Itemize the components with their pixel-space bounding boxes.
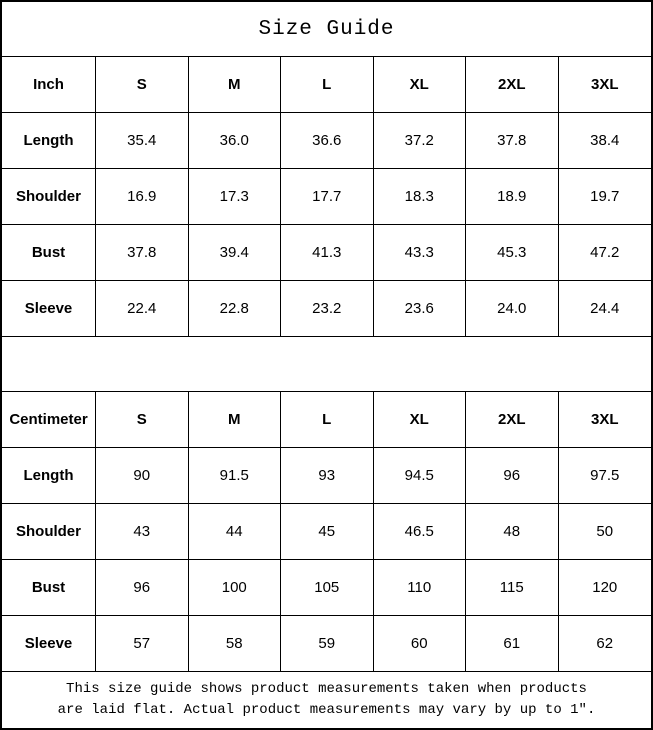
value-cell: 24.0 — [466, 281, 559, 337]
value-cell: 62 — [559, 616, 652, 672]
size-header-cell: L — [281, 392, 374, 448]
value-cell: 110 — [374, 560, 467, 616]
value-cell: 36.6 — [281, 113, 374, 169]
centimeter-table — [2, 392, 651, 672]
value-cell: 47.2 — [559, 225, 652, 281]
page-title: Size Guide — [2, 2, 651, 57]
value-cell: 48 — [466, 504, 559, 560]
table-row — [2, 169, 651, 225]
value-cell: 18.9 — [466, 169, 559, 225]
size-header-cell: S — [96, 392, 189, 448]
value-cell: 96 — [96, 560, 189, 616]
value-cell: 41.3 — [281, 225, 374, 281]
size-header-cell: M — [189, 392, 282, 448]
size-header-cell: 3XL — [559, 57, 652, 113]
size-header-cell: 3XL — [559, 392, 652, 448]
value-cell: 23.2 — [281, 281, 374, 337]
value-cell: 19.7 — [559, 169, 652, 225]
table-row — [2, 281, 651, 337]
value-cell: 46.5 — [374, 504, 467, 560]
table-row — [2, 225, 651, 281]
value-cell: 94.5 — [374, 448, 467, 504]
table-row — [2, 560, 651, 616]
value-cell: 45.3 — [466, 225, 559, 281]
value-cell: 61 — [466, 616, 559, 672]
value-cell: 44 — [189, 504, 282, 560]
value-cell: 105 — [281, 560, 374, 616]
value-cell: 23.6 — [374, 281, 467, 337]
value-cell: 43 — [96, 504, 189, 560]
row-label-cell: Shoulder — [2, 169, 96, 225]
value-cell: 90 — [96, 448, 189, 504]
value-cell: 120 — [559, 560, 652, 616]
value-cell: 39.4 — [189, 225, 282, 281]
value-cell: 37.8 — [466, 113, 559, 169]
value-cell: 22.8 — [189, 281, 282, 337]
table-header-row — [2, 392, 651, 448]
value-cell: 115 — [466, 560, 559, 616]
size-header-cell: L — [281, 57, 374, 113]
table-row — [2, 616, 651, 672]
spacer-row — [2, 337, 651, 392]
value-cell: 38.4 — [559, 113, 652, 169]
row-label-cell: Bust — [2, 560, 96, 616]
footer-note-line: are laid flat. Actual product measurements may vary by up to 1″. — [57, 702, 596, 718]
value-cell: 97.5 — [559, 448, 652, 504]
size-header-cell: S — [96, 57, 189, 113]
value-cell: 93 — [281, 448, 374, 504]
value-cell: 91.5 — [189, 448, 282, 504]
unit-header-cell: Inch — [2, 57, 96, 113]
value-cell: 43.3 — [374, 225, 467, 281]
size-header-cell: 2XL — [466, 57, 559, 113]
value-cell: 58 — [189, 616, 282, 672]
inch-table — [2, 57, 651, 337]
value-cell: 18.3 — [374, 169, 467, 225]
table-header-row — [2, 57, 651, 113]
row-label-cell: Shoulder — [2, 504, 96, 560]
size-header-cell: 2XL — [466, 392, 559, 448]
value-cell: 35.4 — [96, 113, 189, 169]
value-cell: 22.4 — [96, 281, 189, 337]
value-cell: 37.2 — [374, 113, 467, 169]
value-cell: 60 — [374, 616, 467, 672]
value-cell: 100 — [189, 560, 282, 616]
value-cell: 96 — [466, 448, 559, 504]
row-label-cell: Sleeve — [2, 281, 96, 337]
size-header-cell: M — [189, 57, 282, 113]
footer-note — [2, 672, 651, 728]
value-cell: 57 — [96, 616, 189, 672]
table-row — [2, 113, 651, 169]
value-cell: 24.4 — [559, 281, 652, 337]
table-row — [2, 504, 651, 560]
row-label-cell: Length — [2, 113, 96, 169]
value-cell: 16.9 — [96, 169, 189, 225]
row-label-cell: Length — [2, 448, 96, 504]
row-label-cell: Bust — [2, 225, 96, 281]
value-cell: 17.3 — [189, 169, 282, 225]
footer-note-line: This size guide shows product measurements taken when products — [66, 681, 587, 697]
unit-header-cell: Centimeter — [2, 392, 96, 448]
size-header-cell: XL — [374, 57, 467, 113]
size-header-cell: XL — [374, 392, 467, 448]
row-label-cell: Sleeve — [2, 616, 96, 672]
value-cell: 17.7 — [281, 169, 374, 225]
value-cell: 50 — [559, 504, 652, 560]
table-row — [2, 448, 651, 504]
value-cell: 37.8 — [96, 225, 189, 281]
value-cell: 45 — [281, 504, 374, 560]
value-cell: 59 — [281, 616, 374, 672]
value-cell: 36.0 — [189, 113, 282, 169]
